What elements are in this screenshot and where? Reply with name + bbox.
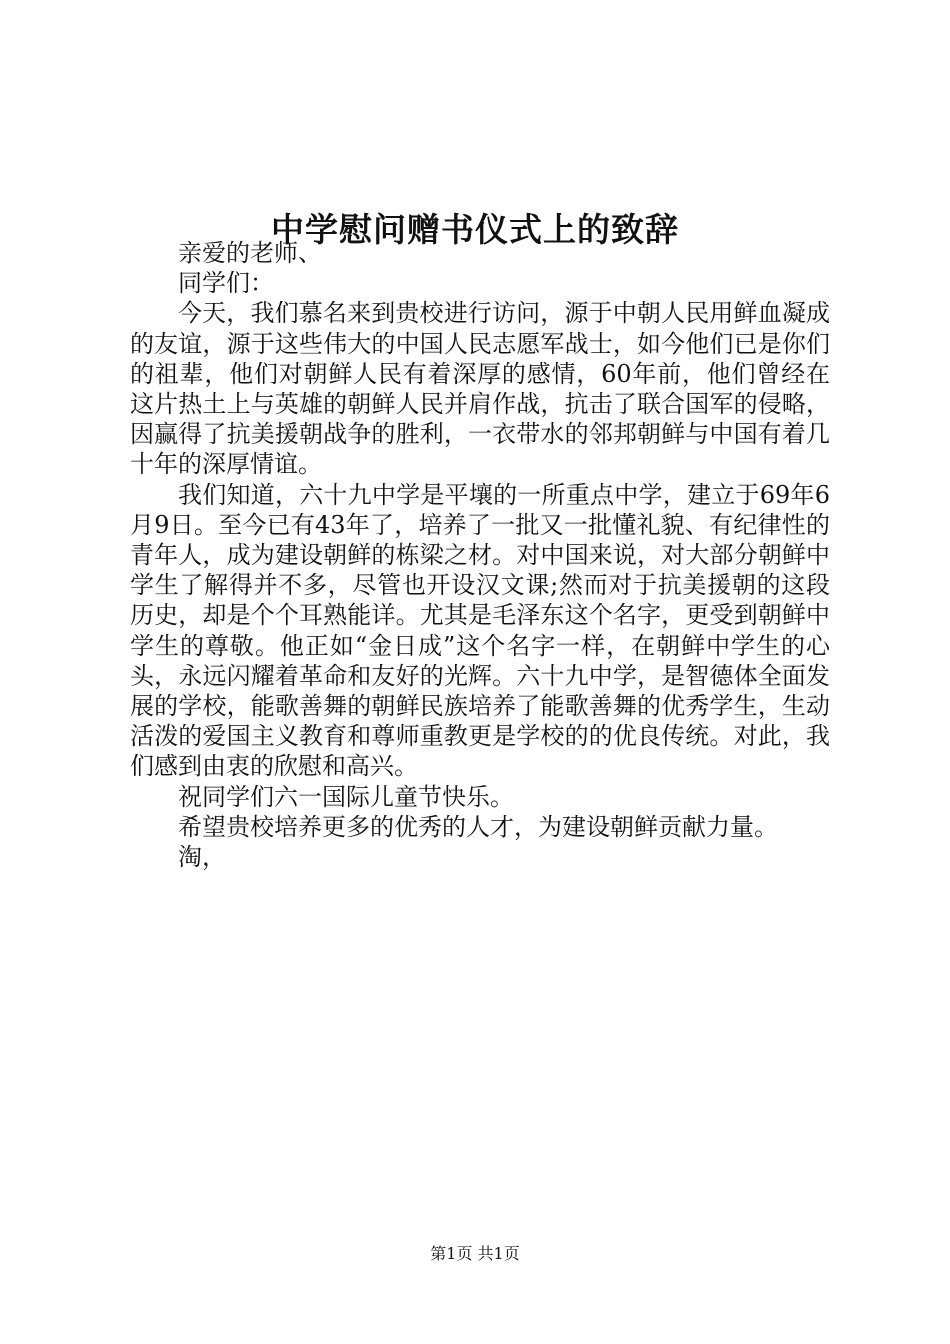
page-number-footer: 第1页 共1页 [430, 1244, 520, 1263]
body-paragraph: 希望贵校培养更多的优秀的人才，为建设朝鲜贡献力量。 [178, 812, 778, 841]
body-paragraph: 我们知道，六十九中学是平壤的一所重点中学，建立于69年6月9日。至今已有43年了，培养了一批又一批懂礼貌、有纪律性的青年人，成为建设朝鲜的栋梁之材。对中国来说，对大部分朝鲜中学生了解得并不多，尽管也开设汉文课;然而对于抗美援朝的这段历史，却是个个耳熟能详。尤其是毛泽东这个名字，更受到朝鲜中学生的尊敬。他正如“金日成”这个名字一样，在朝鲜中学生的心头，永远闪耀着革命和友好的光辉。六十九中学，是智德体全面发展的学校，能歌善舞的朝鲜民族培养了能歌善舞的优秀学生，生动活泼的爱国主义教育和尊师重教更是学校的的优良传统。对此，我们感到由衷的欣慰和高兴。 [130, 480, 830, 781]
body-paragraph: 今天，我们慕名来到贵校进行访问，源于中朝人民用鲜血凝成的友谊，源于这些伟大的中国人民志愿军战士，如今他们已是你们的祖辈，他们对朝鲜人民有着深厚的感情，60年前，他们曾经在这片热土上与英雄的朝鲜人民并肩作战，抗击了联合国军的侵略，因赢得了抗美援朝战争的胜利，一衣带水的邻邦朝鲜与中国有着几十年的深厚情谊。 [130, 299, 830, 479]
greeting-line: 同学们： [178, 269, 274, 298]
body-paragraph: 淘， [178, 843, 226, 872]
document-body [130, 238, 830, 872]
greeting-line: 亲爱的老师、 [178, 239, 322, 267]
body-paragraph: 祝同学们六一国际儿童节快乐。 [178, 782, 514, 811]
document-title: 中学慰问赠书仪式上的致辞 [271, 210, 679, 250]
